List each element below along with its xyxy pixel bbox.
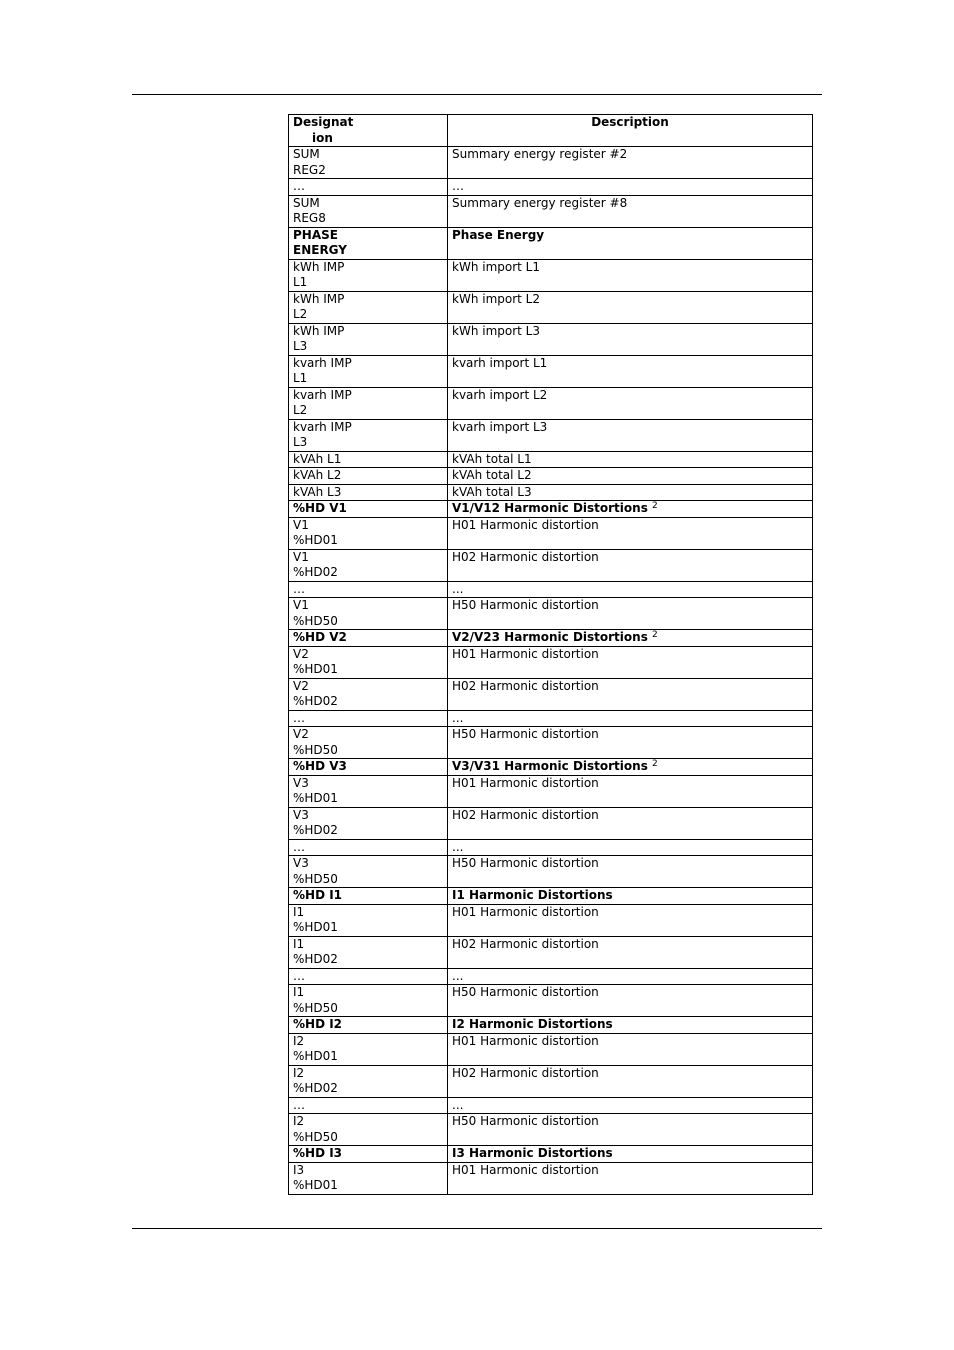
designation-header: Designat ion	[289, 115, 448, 147]
description-text: ...	[452, 581, 464, 596]
description-text: kvarh import L2	[452, 387, 548, 402]
footer-rule	[132, 1228, 822, 1229]
designation-line: %HD50	[293, 871, 338, 886]
description-text: kWh import L1	[452, 259, 540, 274]
table-row	[289, 195, 813, 227]
description-text: ...	[452, 839, 464, 854]
header-rule	[132, 94, 822, 95]
designation-line: L1	[293, 275, 308, 289]
designation-cell	[289, 1114, 448, 1146]
table-row	[289, 985, 813, 1017]
designation-cell	[289, 419, 448, 451]
designation-cell	[289, 936, 448, 968]
designation-line: %HD01	[293, 1049, 338, 1063]
designation-cell	[289, 839, 448, 856]
designation-line: REG8	[293, 211, 326, 225]
designation-line: %HD02	[293, 694, 338, 708]
description-cell	[448, 355, 813, 387]
table-row	[289, 259, 813, 291]
description-text: Summary energy register #8	[452, 195, 628, 210]
designation-cell	[289, 646, 448, 678]
table-row	[289, 710, 813, 727]
designation-cell	[289, 775, 448, 807]
designation-line: …	[293, 179, 305, 193]
designation-line: %HD50	[293, 742, 338, 757]
designation-line: %HD01	[293, 791, 338, 805]
description-text: kVAh total L1	[452, 451, 532, 466]
description-header: Description	[448, 115, 813, 147]
description-text: H01 Harmonic distortion	[452, 517, 599, 532]
designation-line: …	[293, 1097, 305, 1112]
table-header-row	[289, 115, 813, 147]
designation-cell	[289, 1033, 448, 1065]
designation-cell	[289, 888, 448, 905]
designation-line: I2	[293, 1033, 305, 1048]
designation-line: kvarh IMP	[293, 355, 352, 370]
description-cell	[448, 147, 813, 179]
table-row	[289, 501, 813, 518]
designation-cell	[289, 195, 448, 227]
table-row	[289, 1097, 813, 1114]
description-text: ...	[452, 1097, 464, 1112]
description-text: kVAh total L3	[452, 484, 532, 499]
designation-cell	[289, 1097, 448, 1114]
designation-line: kWh IMP	[293, 291, 345, 306]
table-row	[289, 1146, 813, 1163]
table-row	[289, 468, 813, 485]
description-cell	[448, 678, 813, 710]
table-row	[289, 291, 813, 323]
description-text: H50 Harmonic distortion	[452, 1114, 599, 1128]
description-text: I1 Harmonic Distortions	[452, 888, 613, 902]
designation-line: V3	[293, 807, 309, 822]
designation-line: I2	[293, 1114, 305, 1128]
description-cell	[448, 646, 813, 678]
designation-line: %HD V3	[293, 759, 347, 773]
description-cell	[448, 856, 813, 888]
table-row	[289, 856, 813, 888]
designation-line: kvarh IMP	[293, 419, 352, 434]
table-row	[289, 807, 813, 839]
description-text: kvarh import L1	[452, 355, 548, 370]
designation-line: …	[293, 968, 305, 983]
designation-line: %HD V1	[293, 501, 347, 515]
description-cell	[448, 227, 813, 259]
designation-line: REG2	[293, 162, 326, 177]
designation-cell	[289, 484, 448, 501]
designation-cell	[289, 355, 448, 387]
description-cell	[448, 323, 813, 355]
designation-cell	[289, 581, 448, 598]
table-row	[289, 646, 813, 678]
description-cell	[448, 1033, 813, 1065]
description-text: H50 Harmonic distortion	[452, 598, 599, 612]
description-cell	[448, 549, 813, 581]
designation-line: V2	[293, 727, 309, 741]
table-row	[289, 517, 813, 549]
table-row	[289, 355, 813, 387]
description-text: Summary energy register #2	[452, 147, 628, 161]
table-row	[289, 179, 813, 196]
description-cell	[448, 419, 813, 451]
description-cell	[448, 1097, 813, 1114]
designation-cell	[289, 1162, 448, 1194]
designation-line: L2	[293, 307, 308, 321]
description-cell	[448, 1146, 813, 1163]
table-row	[289, 759, 813, 776]
designation-line: V1	[293, 598, 309, 612]
designation-line: L3	[293, 339, 308, 353]
table-body	[289, 147, 813, 1195]
table-row	[289, 387, 813, 419]
designation-cell	[289, 1065, 448, 1097]
description-cell	[448, 904, 813, 936]
designation-cell	[289, 227, 448, 259]
table-row	[289, 1114, 813, 1146]
designation-line: SUM	[293, 195, 320, 210]
designation-table	[288, 114, 813, 1195]
description-text: ...	[452, 968, 464, 983]
designation-cell	[289, 323, 448, 355]
footnote-marker: 2	[652, 630, 658, 640]
designation-cell	[289, 1146, 448, 1163]
description-cell	[448, 727, 813, 759]
description-cell	[448, 468, 813, 485]
designation-line: V1	[293, 549, 309, 564]
designation-cell	[289, 147, 448, 179]
description-text: kWh import L2	[452, 291, 540, 306]
designation-cell	[289, 451, 448, 468]
designation-line: V2	[293, 646, 309, 661]
designation-line: %HD I2	[293, 1017, 343, 1031]
designation-cell	[289, 678, 448, 710]
table-row	[289, 839, 813, 856]
designation-line: I2	[293, 1065, 305, 1080]
table-row	[289, 549, 813, 581]
designation-line: %HD02	[293, 1081, 338, 1095]
description-cell	[448, 484, 813, 501]
designation-cell	[289, 501, 448, 518]
designation-line: I3	[293, 1162, 305, 1177]
designation-line: V2	[293, 678, 309, 693]
table-row	[289, 775, 813, 807]
table-row	[289, 888, 813, 905]
footnote-marker: 2	[652, 501, 658, 511]
description-text: Phase Energy	[452, 227, 545, 242]
designation-line: I1	[293, 985, 305, 999]
description-cell	[448, 259, 813, 291]
table-row	[289, 1065, 813, 1097]
designation-line: %HD01	[293, 920, 338, 934]
table-row	[289, 147, 813, 179]
designation-line: kVAh L2	[293, 468, 342, 482]
description-cell	[448, 387, 813, 419]
designation-line: kWh IMP	[293, 323, 345, 338]
designation-cell	[289, 259, 448, 291]
designation-line: SUM	[293, 147, 320, 161]
description-cell	[448, 888, 813, 905]
table-row	[289, 598, 813, 630]
description-text: H01 Harmonic distortion	[452, 1162, 599, 1177]
designation-line: %HD02	[293, 823, 338, 837]
designation-cell	[289, 759, 448, 776]
description-cell	[448, 775, 813, 807]
description-cell	[448, 517, 813, 549]
description-cell	[448, 179, 813, 196]
description-cell	[448, 630, 813, 647]
description-text: H02 Harmonic distortion	[452, 807, 599, 822]
table-row	[289, 1017, 813, 1034]
description-cell	[448, 807, 813, 839]
designation-cell	[289, 549, 448, 581]
designation-line: %HD01	[293, 1178, 338, 1192]
designation-cell	[289, 598, 448, 630]
description-cell	[448, 581, 813, 598]
description-text: …	[452, 179, 464, 193]
designation-cell	[289, 904, 448, 936]
table-row	[289, 1033, 813, 1065]
table-row	[289, 323, 813, 355]
designation-line: %HD50	[293, 1129, 338, 1144]
designation-line: …	[293, 581, 305, 596]
designation-line: %HD01	[293, 662, 338, 676]
designation-cell	[289, 985, 448, 1017]
description-text: H01 Harmonic distortion	[452, 646, 599, 661]
description-text: H50 Harmonic distortion	[452, 727, 599, 741]
table-row	[289, 727, 813, 759]
table-row	[289, 581, 813, 598]
designation-line: %HD V2	[293, 630, 347, 644]
table-row	[289, 936, 813, 968]
designation-line: %HD01	[293, 533, 338, 547]
designation-cell	[289, 1017, 448, 1034]
description-text: kVAh total L2	[452, 468, 532, 482]
table-row	[289, 419, 813, 451]
designation-line: V3	[293, 775, 309, 790]
designation-line: L1	[293, 371, 308, 385]
description-text: ...	[452, 710, 464, 725]
description-text: I2 Harmonic Distortions	[452, 1017, 613, 1031]
table-row	[289, 451, 813, 468]
designation-line: L2	[293, 403, 308, 417]
description-text: H50 Harmonic distortion	[452, 856, 599, 870]
designation-cell	[289, 291, 448, 323]
description-text: V1/V12 Harmonic Distortions	[452, 501, 648, 515]
table-row	[289, 484, 813, 501]
description-text: H02 Harmonic distortion	[452, 549, 599, 564]
table-row	[289, 904, 813, 936]
description-cell	[448, 985, 813, 1017]
table-row	[289, 227, 813, 259]
designation-line: %HD I1	[293, 888, 343, 902]
designation-cell	[289, 517, 448, 549]
description-text: kWh import L3	[452, 323, 540, 338]
table-row	[289, 630, 813, 647]
description-text: H02 Harmonic distortion	[452, 678, 599, 693]
designation-cell	[289, 968, 448, 985]
designation-line: I1	[293, 936, 305, 951]
description-text: H02 Harmonic distortion	[452, 1065, 599, 1080]
description-cell	[448, 598, 813, 630]
designation-line: V3	[293, 856, 309, 870]
designation-cell	[289, 807, 448, 839]
designation-line: PHASE	[293, 227, 338, 242]
description-cell	[448, 501, 813, 518]
designation-line: %HD02	[293, 952, 338, 966]
designation-cell	[289, 727, 448, 759]
description-text: I3 Harmonic Distortions	[452, 1146, 613, 1160]
designation-line: ENERGY	[293, 243, 347, 257]
designation-line: I1	[293, 904, 305, 919]
description-cell	[448, 839, 813, 856]
designation-line: kWh IMP	[293, 259, 345, 274]
description-text: V3/V31 Harmonic Distortions	[452, 759, 648, 773]
table-row	[289, 968, 813, 985]
description-text: kvarh import L3	[452, 419, 548, 434]
description-text: V2/V23 Harmonic Distortions	[452, 630, 648, 644]
designation-line: %HD I3	[293, 1146, 343, 1160]
footnote-marker: 2	[652, 759, 658, 769]
description-cell	[448, 1114, 813, 1146]
designation-line: %HD02	[293, 565, 338, 579]
description-text: H01 Harmonic distortion	[452, 904, 599, 919]
description-cell	[448, 1017, 813, 1034]
description-cell	[448, 1162, 813, 1194]
description-text: H01 Harmonic distortion	[452, 775, 599, 790]
description-cell	[448, 710, 813, 727]
description-cell	[448, 1065, 813, 1097]
designation-line: …	[293, 839, 305, 854]
description-text: H50 Harmonic distortion	[452, 985, 599, 999]
description-cell	[448, 451, 813, 468]
designation-line: %HD50	[293, 1000, 338, 1015]
designation-cell	[289, 856, 448, 888]
designation-line: V1	[293, 517, 309, 532]
designation-cell	[289, 710, 448, 727]
description-cell	[448, 759, 813, 776]
designation-line: kvarh IMP	[293, 387, 352, 402]
designation-line: kVAh L3	[293, 484, 342, 499]
description-cell	[448, 195, 813, 227]
description-cell	[448, 968, 813, 985]
description-cell	[448, 291, 813, 323]
designation-cell	[289, 468, 448, 485]
description-cell	[448, 936, 813, 968]
description-text: H02 Harmonic distortion	[452, 936, 599, 951]
table-row	[289, 678, 813, 710]
table-row	[289, 1162, 813, 1194]
designation-cell	[289, 179, 448, 196]
description-text: H01 Harmonic distortion	[452, 1033, 599, 1048]
designation-cell	[289, 630, 448, 647]
designation-line: %HD50	[293, 613, 338, 628]
designation-cell	[289, 387, 448, 419]
designation-line: …	[293, 710, 305, 725]
designation-line: kVAh L1	[293, 451, 342, 466]
designation-line: L3	[293, 435, 308, 449]
